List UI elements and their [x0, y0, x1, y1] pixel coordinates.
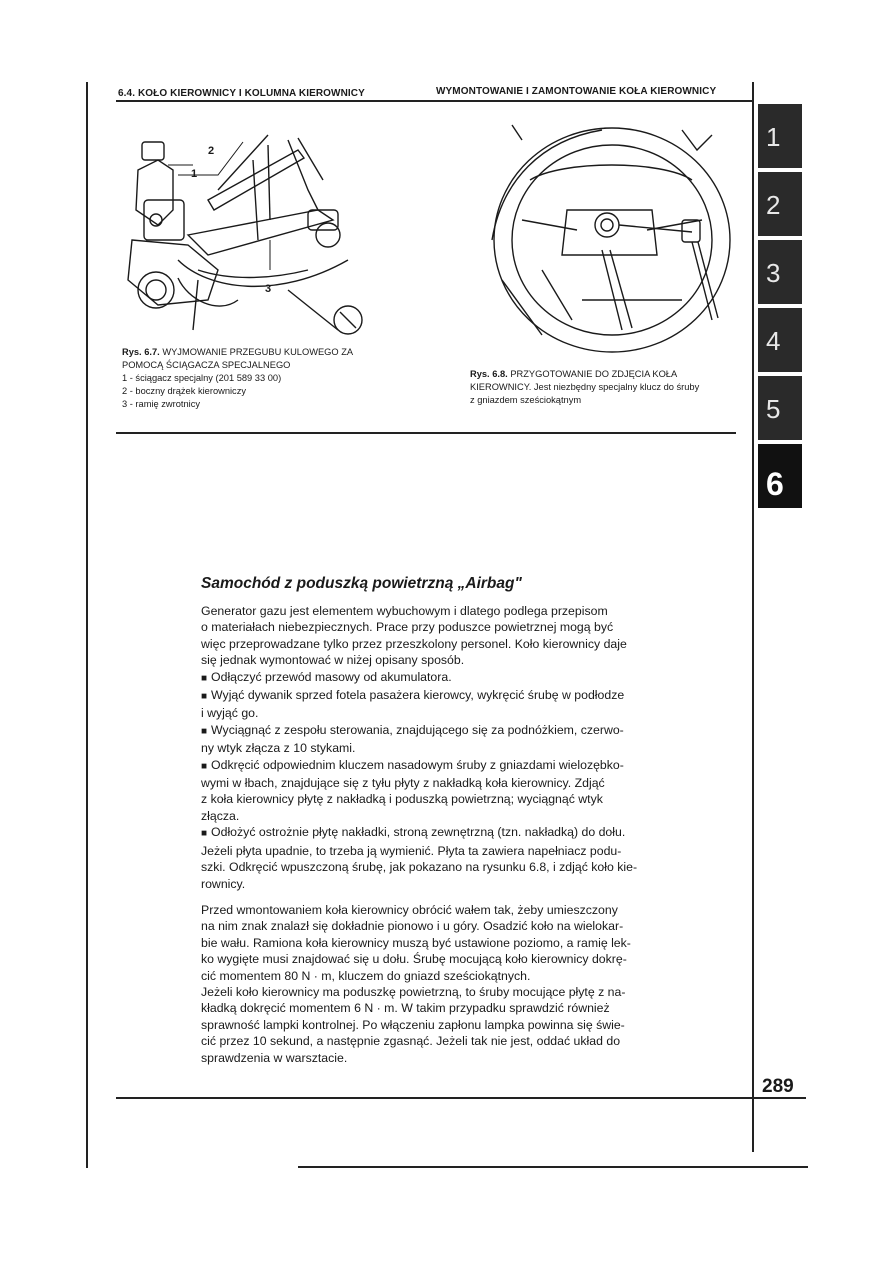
- body-line: Przed wmontowaniem koła kierownicy obrócić wałem tak, żeby umieszczony: [201, 902, 618, 917]
- caption-item-3: 3 - ramię zwrotnicy: [122, 399, 201, 409]
- chapter-tab-2-label: 2: [766, 190, 781, 220]
- chapter-tab-5[interactable]: [758, 376, 802, 440]
- body-line: ko wygięte musi znajdować się u dołu. Śrubę mocującą koło kierownicy dokrę-: [201, 952, 627, 967]
- bullet-line: ■ Wyjąć dywanik sprzed fotela pasażera kierowcy, wykręcić śrubę w podłodze: [201, 687, 661, 705]
- chapter-tab-3-label: 3: [766, 258, 781, 288]
- caption-item-1: 1 - ściągacz specjalny (201 589 33 00): [122, 373, 282, 383]
- figure-caption-6-7: [122, 346, 402, 411]
- header-right: WYMONTOWANIE I ZAMONTOWANIE KOŁA KIEROWNICY: [436, 86, 717, 97]
- body-line: Generator gazu jest elementem wybuchowym i dlatego podlega przepisom: [201, 604, 608, 618]
- section-title: Samochód z poduszką powietrzną „Airbag": [201, 575, 522, 592]
- body-line: rownicy.: [201, 876, 246, 891]
- bullet-line: ■ Wyciągnąć z zespołu sterowania, znajdującego się za podnóżkiem, czerwo-: [201, 722, 661, 740]
- callout-1: 1: [191, 168, 198, 180]
- body-line: Jeżeli płyta upadnie, to trzeba ją wymienić. Płyta ta zawiera napełniacz podu-: [201, 843, 622, 858]
- chapter-tab-4[interactable]: [758, 308, 802, 372]
- chapter-tab-6[interactable]: [758, 444, 802, 508]
- chapter-tab-3[interactable]: [758, 240, 802, 304]
- caption-title-line1: WYJMOWANIE PRZEGUBU KULOWEGO ZA: [162, 347, 354, 357]
- section-body: [201, 603, 661, 1066]
- header-left: 6.4. KOŁO KIEROWNICY I KOLUMNA KIEROWNICY: [118, 88, 365, 99]
- left-margin-rule: [86, 82, 88, 1168]
- body-line: wymi w łbach, znajdujące się z tyłu płyty z nakładką koła kierownicy. Zdjąć: [201, 776, 605, 791]
- body-line: na nim znak znalazł się dokładnie pionowo i u góry. Osadzić koło na wielokar-: [201, 919, 624, 934]
- bottom-rule: [298, 1166, 808, 1168]
- chapter-tab-5-label: 5: [766, 394, 781, 424]
- chapter-tab-2[interactable]: [758, 172, 802, 236]
- right-margin-rule: [752, 82, 754, 1152]
- caption-id-6-8: Rys. 6.8.: [470, 369, 508, 379]
- body-line: o materiałach niebezpiecznych. Prace przy poduszce powietrznej mogą być: [201, 620, 614, 635]
- body-line: cić momentem 80 N · m, kluczem do gniazd sześciokątnych.: [201, 968, 531, 983]
- caption-title-line2: POMOCĄ ŚCIĄGACZA SPECJALNEGO: [122, 360, 291, 370]
- chapter-tab-1[interactable]: [758, 104, 802, 168]
- body-line: cić przez 10 sekund, a następnie zgasnąć. Jeżeli tak nie jest, oddać układ do: [201, 1034, 621, 1049]
- body-line: i wyjąć go.: [201, 706, 259, 721]
- body-line: się jednak wymontować w niżej opisany sposób.: [201, 653, 465, 668]
- bullet-line: ■ Odłączyć przewód masowy od akumulatora.: [201, 669, 661, 687]
- header-rule: [116, 100, 752, 102]
- caption-line3: z gniazdem sześciokątnym: [470, 395, 582, 405]
- callout-3: 3: [265, 283, 272, 295]
- body-line: więc przeprowadzane tylko przez przeszkolony personel. Koło kierownicy daje: [201, 636, 627, 651]
- figure-steering-wheel-illustration: [482, 120, 732, 360]
- caption-item-2: 2 - boczny drążek kierowniczy: [122, 386, 247, 396]
- caption-line2: KIEROWNICY. Jest niezbędny specjalny klucz do śruby: [470, 382, 700, 392]
- body-line: sprawność lampki kontrolnej. Po włączeniu zapłonu lampka powinna się świe-: [201, 1017, 625, 1032]
- page-number: 289: [762, 1076, 794, 1097]
- body-line: złącza.: [201, 808, 240, 823]
- figure-caption-6-8: [470, 368, 740, 407]
- body-line: sprawdzenia w warsztacie.: [201, 1050, 348, 1065]
- chapter-tab-1-label: 1: [766, 122, 781, 152]
- bullet-line: ■ Odkręcić odpowiednim kluczem nasadowym śruby z gniazdami wielozębko-: [201, 757, 661, 775]
- body-line: kładką dokręcić momentem 6 N · m. W takim przypadku sprawdzić również: [201, 1001, 610, 1016]
- footer-rule: [116, 1097, 806, 1099]
- callout-2: 2: [208, 145, 215, 157]
- body-line: Jeżeli koło kierownicy ma poduszkę powietrzną, to śruby mocujące płytę z na-: [201, 984, 626, 999]
- body-line: szki. Odkręcić wpuszczoną śrubę, jak pokazano na rysunku 6.8, i zdjąć koło kie-: [201, 860, 638, 875]
- caption-line1: PRZYGOTOWANIE DO ZDJĘCIA KOŁA: [510, 369, 678, 379]
- chapter-tab-6-label: 6: [766, 466, 784, 502]
- body-line: ny wtyk złącza z 10 stykami.: [201, 741, 356, 756]
- chapter-tab-4-label: 4: [766, 326, 781, 356]
- figure-ball-joint-illustration: [118, 130, 398, 340]
- body-line: z koła kierownicy płytę z nakładką i poduszką powietrzną; wyciągnąć wtyk: [201, 792, 603, 807]
- body-line: bie wału. Ramiona koła kierownicy muszą być ustawione poziomo, a ramię lek-: [201, 935, 631, 950]
- caption-id-6-7: Rys. 6.7.: [122, 347, 160, 357]
- bullet-line: ■ Odłożyć ostrożnie płytę nakładki, stroną zewnętrzną (tzn. nakładką) do dołu.: [201, 824, 661, 842]
- mid-rule: [116, 432, 736, 434]
